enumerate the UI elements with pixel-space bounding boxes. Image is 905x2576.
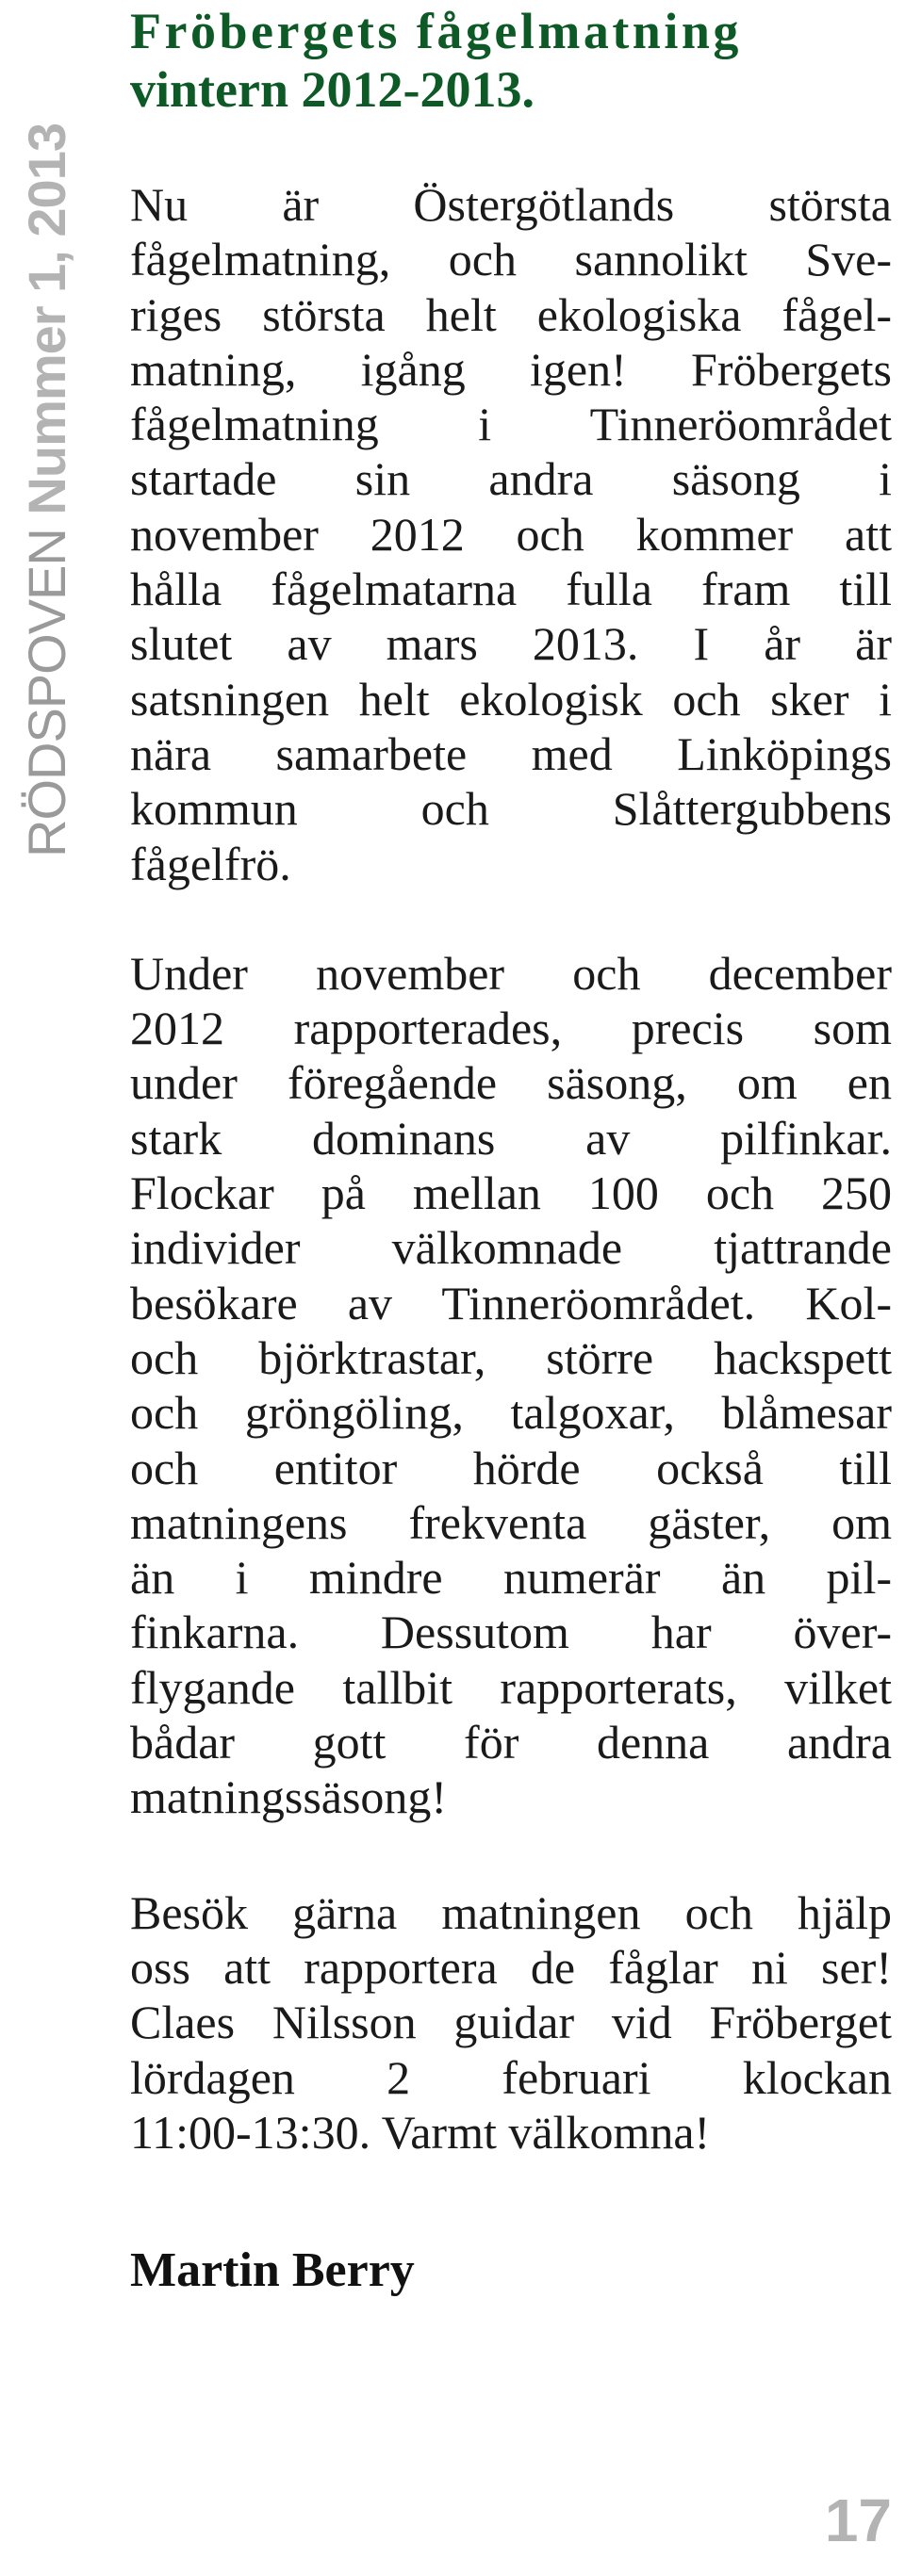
text-line: november 2012 och kommer att (130, 507, 892, 561)
text-line: och gröngöling, talgoxar, blåmesar (130, 1386, 892, 1440)
text-line: startade sin andra säsong i (130, 452, 892, 506)
article-title (130, 0, 892, 119)
text-line: Flockar på mellan 100 och 250 (130, 1166, 892, 1220)
text-line: Besök gärna matningen och hjälp (130, 1885, 892, 1939)
text-line: fågelfrö. (130, 837, 291, 890)
text-line: och entitor hörde också till (130, 1441, 892, 1494)
text-line: flygande tallbit rapporterats, vilket (130, 1660, 892, 1714)
paragraph-2 (130, 946, 892, 1825)
magazine-name: RÖDSPOVEN (17, 529, 76, 857)
text-line: bådar gott för denna andra (130, 1716, 892, 1769)
paragraph-1 (130, 177, 892, 891)
text-line: matning, igång igen! Fröbergets (130, 342, 892, 396)
article-title-line: Fröbergets fågelmatning (130, 3, 742, 59)
paragraph-3 (130, 1885, 892, 2160)
text-line: Nu är Östergötlands största (130, 178, 892, 231)
text-line: fågelmatning i Tinneröområdet (130, 398, 892, 451)
author-byline: Martin Berry (130, 2243, 415, 2298)
text-line: besökare av Tinneröområdet. Kol- (130, 1276, 892, 1329)
page-number: 17 (824, 2486, 892, 2554)
issue-label: Nummer 1, 2013 (17, 123, 76, 515)
text-line: oss att rapportera de fåglar ni ser! (130, 1940, 892, 1994)
text-line: finkarna. Dessutom har över- (130, 1606, 892, 1659)
text-line: och björktrastar, större hackspett (130, 1330, 892, 1384)
text-line: Claes Nilsson guidar vid Fröberget (130, 1996, 892, 2049)
text-line: fågelmatning, och sannolikt Sve- (130, 233, 892, 286)
text-line: riges största helt ekologiska fågel- (130, 287, 892, 341)
text-line: kommun och Slåttergubbens (130, 782, 892, 836)
text-line: Under november och december (130, 946, 892, 1000)
text-line: under föregående säsong, om en (130, 1056, 892, 1110)
sidebar (0, 0, 94, 942)
text-line: lördagen 2 februari klockan (130, 2050, 892, 2104)
text-line: 11:00-13:30. Varmt välkomna! (130, 2105, 711, 2159)
text-line: stark dominans av pilfinkar. (130, 1111, 892, 1165)
text-line: hålla fågelmatarna fulla fram till (130, 562, 892, 616)
text-line: slutet av mars 2013. I år är (130, 617, 892, 671)
text-line: satsningen helt ekologisk och sker i (130, 672, 892, 726)
text-line: matningens frekventa gäster, om (130, 1495, 892, 1549)
text-line: matningssäsong! (130, 1770, 448, 1824)
article (130, 0, 892, 2299)
running-header (17, 123, 76, 857)
text-line: 2012 rapporterades, precis som (130, 1002, 892, 1055)
text-line: nära samarbete med Linköpings (130, 726, 892, 780)
text-line: individer välkomnade tjattrande (130, 1221, 892, 1275)
article-title-line: vintern 2012-2013. (130, 61, 535, 118)
text-line: än i mindre numerär än pil- (130, 1551, 892, 1605)
